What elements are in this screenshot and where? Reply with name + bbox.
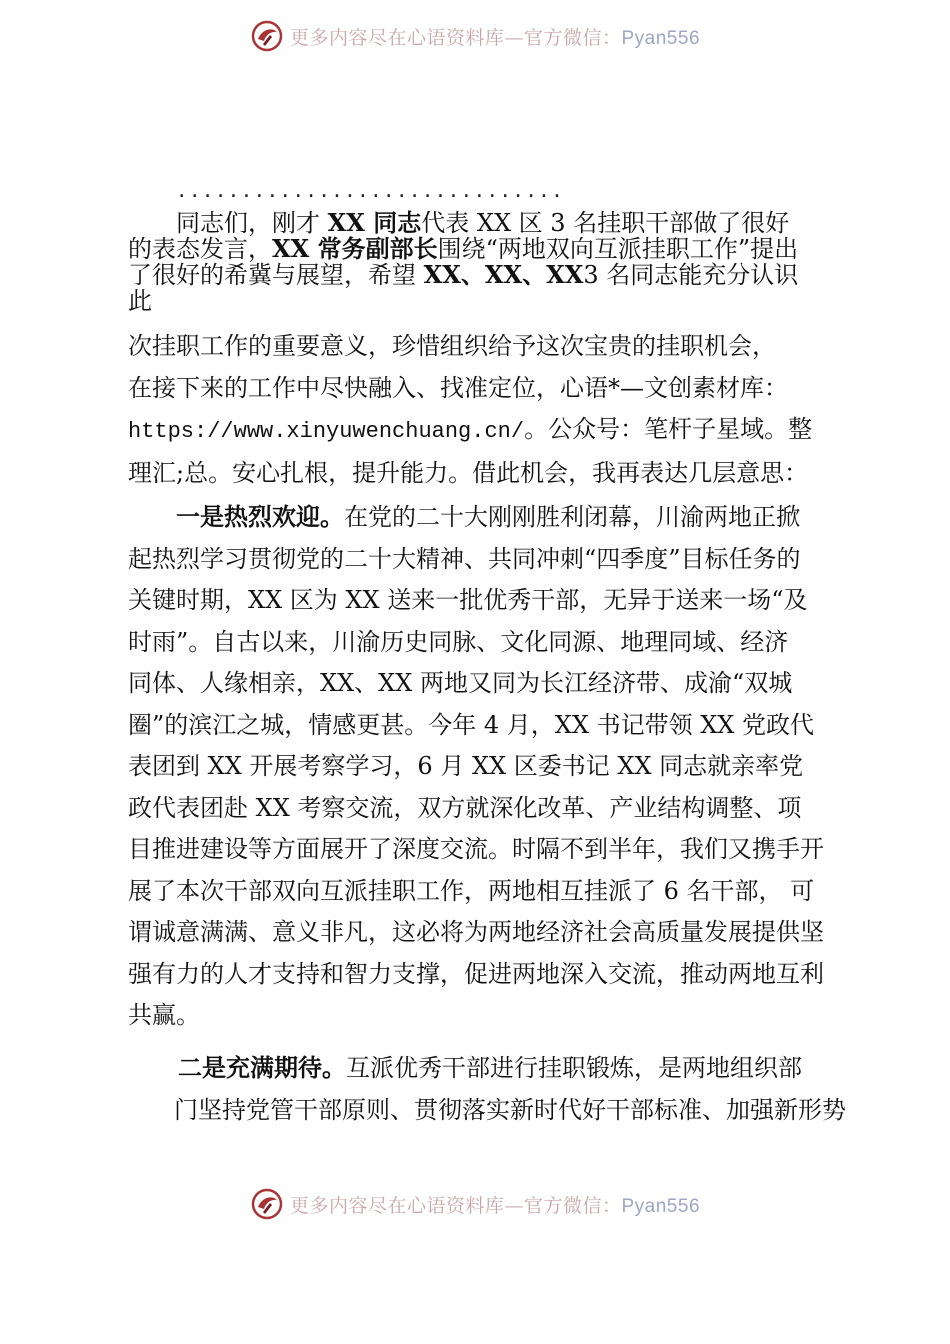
text-line: 表团到 XX 开展考察学习，6 月 XX 区委书记 XX 同志就亲率党 — [128, 752, 804, 780]
text-line: 谓诚意满满、意义非凡，这必将为两地经济社会高质量发展提供坚 — [128, 918, 824, 946]
text-line: 同体、人缘相亲，XX、XX 两地又同为长江经济带、成渝“双城 — [128, 669, 793, 697]
section-heading: 二是充满期待。 — [178, 1054, 346, 1082]
website-link[interactable]: https://www.xinyuwenchuang.cn/ — [128, 419, 525, 444]
ellipsis-divider: .............................. — [176, 180, 565, 202]
text-line: 圈”的滨江之城，情感更甚。今年 4 月，XX 书记带领 XX 党政代 — [128, 710, 815, 739]
text-line: 起热烈学习贯彻党的二十大精神、共同冲刺“四季度”目标任务的 — [128, 544, 801, 573]
text-line: 的表态发言，XX 常务副部长围绕“两地双向互派挂职工作”提出 — [128, 234, 799, 263]
text-line: 展了本次干部双向互派挂职工作，两地相互挂派了 6 名干部， 可 — [128, 876, 815, 905]
text-line: 政代表团赴 XX 考察交流，双方就深化改革、产业结构调整、项 — [128, 793, 802, 822]
watermark-text: 更多内容尽在心语资料库—官方微信：Pyan556 — [289, 26, 701, 49]
text-line: 时雨”。自古以来，川渝历史同脉、文化同源、地理同域、经济 — [128, 627, 789, 656]
text-line: 强有力的人才支持和智力支撑，促进两地深入交流，推动两地互利 — [128, 959, 824, 988]
text-line: 次挂职工作的重要意义，珍惜组织给予这次宝贵的挂职机会， — [128, 332, 776, 360]
paragraph-continuation — [128, 326, 846, 494]
text-line: 同志们，刚才 XX 同志代表 XX 区 3 名挂职干部做了很好 — [176, 208, 790, 237]
text-line: 了很好的希冀与展望，希望 XX、XX、XX3 名同志能充分认识 — [128, 260, 799, 289]
paragraph-expectation — [128, 1048, 846, 1131]
text-line: 关键时期，XX 区为 XX 送来一批优秀干部，无异于送来一场“及 — [128, 586, 808, 614]
text-line: 门坚持党管干部原则、贯彻落实新时代好干部标准、加强新形势 — [174, 1095, 846, 1124]
watermark-text: 更多内容尽在心语资料库—官方微信：Pyan556 — [289, 1194, 701, 1217]
footer-watermark — [0, 1184, 950, 1224]
text-line: 一是热烈欢迎。在党的二十大刚刚胜利闭幕，川渝两地正掀 — [176, 503, 800, 531]
section-heading: 一是热烈欢迎。 — [176, 503, 344, 531]
text-line: 二是充满期待。互派优秀干部进行挂职锻炼，是两地组织部 — [178, 1054, 802, 1082]
paragraph-opening — [128, 210, 846, 314]
paragraph-welcome — [128, 497, 846, 1037]
xinyu-logo-icon — [250, 19, 284, 53]
text-line: https://www.xinyuwenchuang.cn/。公众号：笔杆子星域。整 — [128, 415, 813, 444]
text-line: 此 — [128, 287, 152, 315]
text-line: 目推进建设等方面展开了深度交流。时隔不到半年，我们又携手开 — [128, 835, 824, 863]
header-watermark — [0, 16, 950, 56]
text-line: 理汇;总。安心扎根，提升能力。借此机会，我再表达几层意思： — [128, 458, 809, 487]
text-line: 共赢。 — [128, 1001, 200, 1029]
xinyu-logo-icon — [250, 1187, 284, 1221]
text-line: 在接下来的工作中尽快融入、找准定位，心语*—文创素材库： — [128, 373, 788, 402]
